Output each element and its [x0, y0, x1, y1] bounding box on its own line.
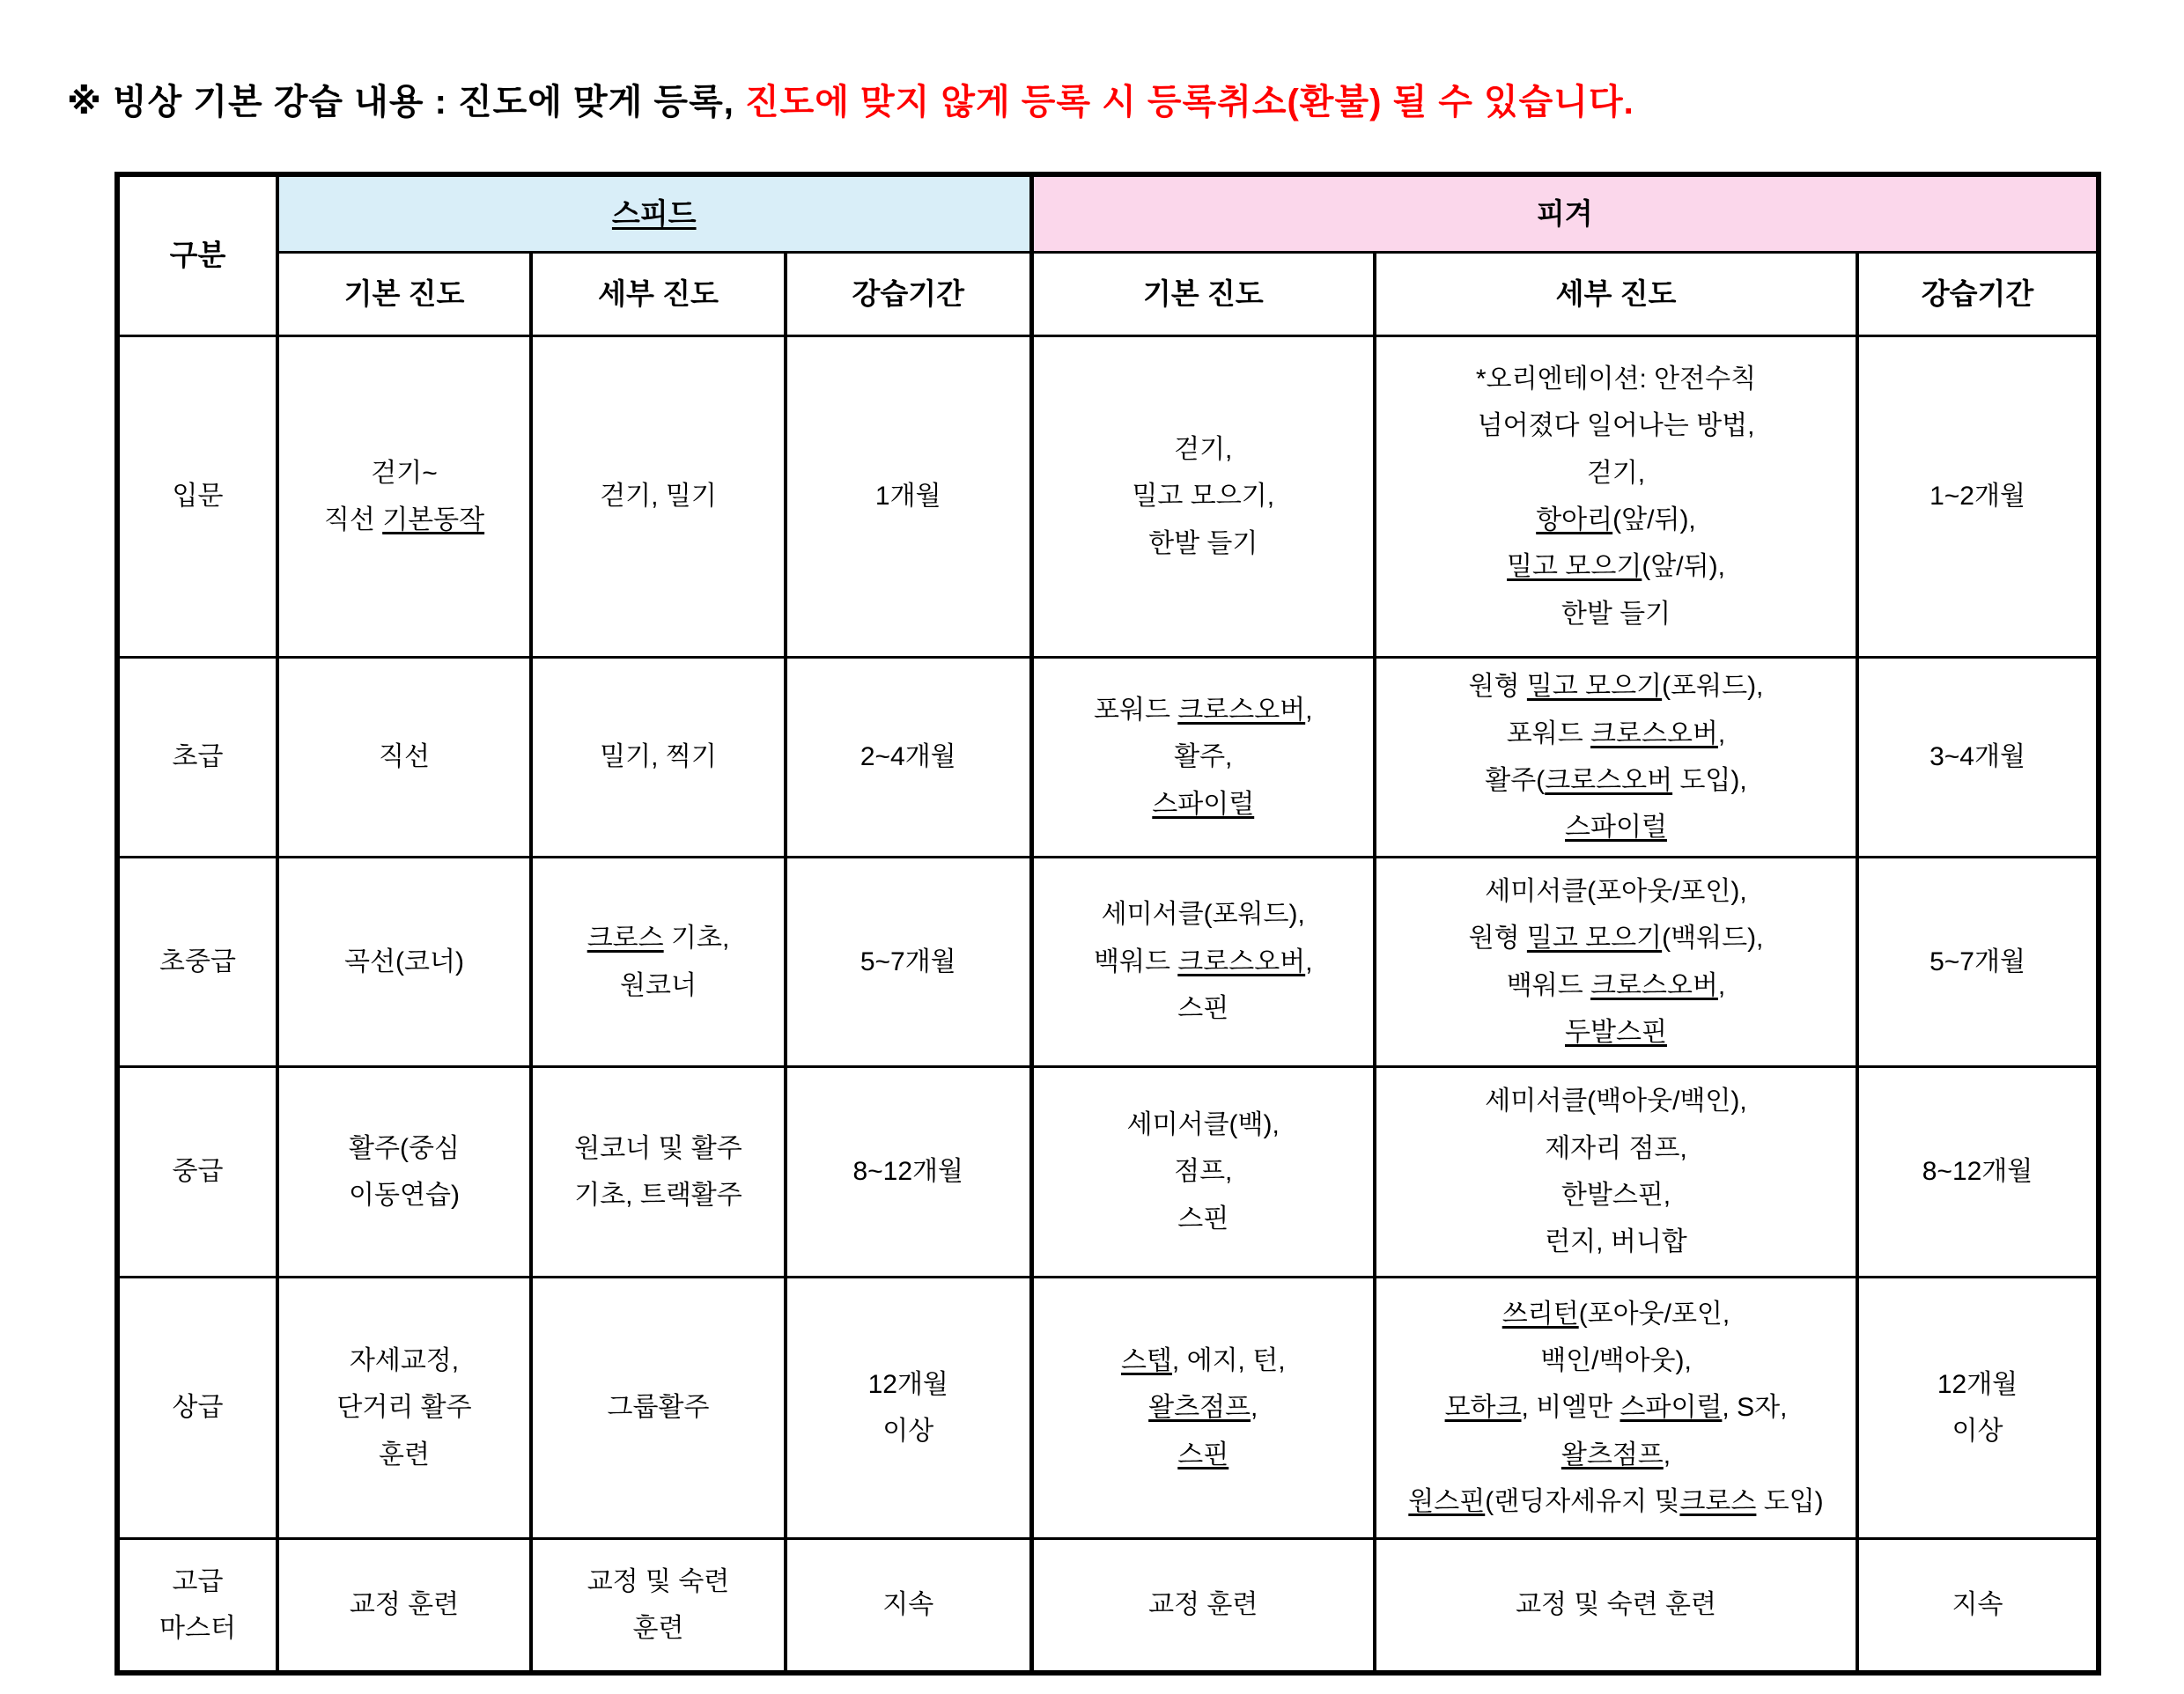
cell-line: 백워드 크로스오버,	[1093, 946, 1313, 976]
cell-line: 걷기, 밀기	[600, 482, 717, 512]
cell-line: 한발 들기	[1148, 528, 1258, 558]
level-cell	[117, 858, 277, 1067]
table-row	[117, 1539, 2099, 1674]
level-cell	[117, 336, 277, 658]
cell-line: 모하크, 비엘만 스파이럴, S자,	[1444, 1393, 1788, 1423]
cell-line: 12개월	[1937, 1369, 2018, 1399]
cell-line: 훈련	[379, 1440, 430, 1469]
cell-line: 12개월	[867, 1369, 948, 1399]
cell-line: 크로스 기초,	[587, 924, 730, 954]
table-row	[117, 1067, 2099, 1278]
note-black-text: ※ 빙상 기본 강습 내용 : 진도에 맞게 등록,	[67, 83, 734, 122]
cell-line: 1~2개월	[1929, 482, 2025, 512]
cell-line: 두발스핀	[1565, 1017, 1667, 1047]
speed-basic-header: 기본 진도	[277, 253, 531, 336]
cell-line: 스텝, 에지, 턴,	[1120, 1345, 1286, 1375]
cell-line: 활주(크로스오버 도입),	[1485, 766, 1747, 795]
speed-period-cell	[786, 658, 1031, 858]
cell-line: 기초, 트랙활주	[574, 1181, 742, 1210]
cell-line: 직선 기본동작	[323, 505, 485, 534]
cell-line: 1개월	[874, 482, 941, 512]
section-header-row	[117, 174, 2099, 253]
cell-line: 스파이럴	[1565, 813, 1667, 843]
level-cell	[117, 1067, 277, 1278]
figure-period-cell	[1857, 336, 2099, 658]
cell-line: 5~7개월	[860, 946, 956, 976]
speed-detail-cell	[531, 336, 786, 658]
cell-line: 자세교정,	[349, 1345, 460, 1375]
speed-period-header: 강습기간	[786, 253, 1031, 336]
speed-detail-cell	[531, 1539, 786, 1674]
speed-basic-cell	[277, 336, 531, 658]
speed-detail-cell	[531, 858, 786, 1067]
speed-detail-cell	[531, 1278, 786, 1539]
figure-period-header: 강습기간	[1857, 253, 2099, 336]
cell-line: 활주(중심	[349, 1133, 460, 1163]
level-cell	[117, 1539, 277, 1674]
table-row	[117, 1278, 2099, 1539]
level-cell	[117, 1278, 277, 1539]
figure-basic-cell	[1031, 1278, 1375, 1539]
speed-period-cell	[786, 1067, 1031, 1278]
speed-basic-cell	[277, 858, 531, 1067]
cell-line: 세미서클(백아웃/백인),	[1485, 1086, 1747, 1116]
cell-line: 밀기, 찍기	[600, 742, 717, 772]
speed-detail-cell	[531, 658, 786, 858]
cell-line: 지속	[882, 1590, 934, 1620]
cell-line: 입문	[172, 482, 224, 512]
level-cell	[117, 658, 277, 858]
cell-line: 2~4개월	[860, 742, 956, 772]
cell-line: 이상	[1952, 1417, 2003, 1446]
figure-detail-header: 세부 진도	[1375, 253, 1857, 336]
cell-line: 고급	[172, 1566, 224, 1596]
figure-basic-cell	[1031, 336, 1375, 658]
cell-line: 이동연습)	[349, 1181, 460, 1210]
cell-line: 스핀	[1177, 994, 1229, 1024]
cell-line: 백워드 크로스오버,	[1506, 970, 1726, 1000]
cell-line: 걷기,	[1586, 458, 1646, 488]
cell-line: 걷기~	[371, 458, 438, 488]
cell-line: 이상	[882, 1417, 934, 1446]
figure-detail-cell	[1375, 336, 1857, 658]
cell-line: 교정 및 숙련	[587, 1566, 730, 1596]
cell-line: *오리엔테이션: 안전수칙	[1475, 364, 1757, 394]
cell-line: 밀고 모으기(앞/뒤),	[1507, 552, 1725, 582]
table-row	[117, 336, 2099, 658]
speed-period-cell	[786, 1278, 1031, 1539]
cell-line: 왈츠점프,	[1148, 1393, 1258, 1423]
figure-period-cell	[1857, 1539, 2099, 1674]
figure-period-cell	[1857, 658, 2099, 858]
figure-basic-header: 기본 진도	[1031, 253, 1375, 336]
speed-detail-cell	[531, 1067, 786, 1278]
cell-line: 런지, 버니합	[1545, 1227, 1687, 1257]
speed-detail-header: 세부 진도	[531, 253, 786, 336]
cell-line: 원코너	[620, 970, 697, 1000]
cell-line: 훈련	[632, 1614, 684, 1643]
cell-line: 쓰리턴(포아웃/포인,	[1502, 1299, 1730, 1329]
speed-period-cell	[786, 858, 1031, 1067]
cell-line: 넘어졌다 일어나는 방법,	[1477, 411, 1755, 441]
speed-basic-cell	[277, 1539, 531, 1674]
cell-line: 상급	[172, 1393, 224, 1423]
cell-line: 포워드 크로스오버,	[1506, 718, 1726, 748]
figure-detail-cell	[1375, 858, 1857, 1067]
cell-line: 세미서클(포아웃/포인),	[1485, 876, 1747, 906]
speed-basic-cell	[277, 658, 531, 858]
speed-basic-cell	[277, 1278, 531, 1539]
cell-line: 3~4개월	[1929, 742, 2025, 772]
cell-line: 초급	[172, 742, 224, 772]
corner-header-cell: 구분	[117, 174, 277, 336]
cell-line: 항아리(앞/뒤),	[1536, 505, 1696, 534]
cell-line: 왈츠점프,	[1561, 1440, 1671, 1469]
cell-line: 초중급	[159, 946, 236, 976]
cell-line: 백인/백아웃),	[1540, 1345, 1692, 1375]
figure-basic-cell	[1031, 858, 1375, 1067]
cell-line: 세미서클(포워드),	[1101, 900, 1305, 930]
cell-line: 5~7개월	[1929, 946, 2025, 976]
speed-period-cell	[786, 1539, 1031, 1674]
figure-detail-cell	[1375, 1278, 1857, 1539]
figure-basic-cell	[1031, 658, 1375, 858]
note-red-text: 진도에 맞지 않게 등록 시 등록취소(환불) 될 수 있습니다.	[744, 83, 1634, 122]
speed-basic-cell	[277, 1067, 531, 1278]
lesson-schedule-table	[114, 172, 2101, 1676]
figure-period-cell	[1857, 1067, 2099, 1278]
cell-line: 걷기,	[1174, 434, 1233, 464]
cell-line: 한발스핀,	[1561, 1181, 1671, 1210]
table-row	[117, 658, 2099, 858]
figure-detail-cell	[1375, 1067, 1857, 1278]
cell-line: 밀고 모으기,	[1132, 482, 1275, 512]
page-note	[67, 74, 2128, 124]
figure-basic-cell	[1031, 1539, 1375, 1674]
cell-line: 중급	[172, 1157, 224, 1187]
cell-line: 교정 훈련	[349, 1590, 460, 1620]
figure-period-cell	[1857, 1278, 2099, 1539]
cell-line: 8~12개월	[1922, 1157, 2033, 1187]
cell-line: 스파이럴	[1152, 789, 1255, 819]
cell-line: 점프,	[1174, 1157, 1233, 1187]
cell-line: 원형 밀고 모으기(포워드),	[1468, 672, 1764, 702]
column-header-row	[117, 253, 2099, 336]
cell-line: 그룹활주	[607, 1393, 710, 1423]
cell-line: 포워드 크로스오버,	[1093, 695, 1313, 725]
cell-line: 세미서클(백),	[1126, 1109, 1280, 1139]
cell-line: 단거리 활주	[336, 1393, 472, 1423]
figure-detail-cell	[1375, 658, 1857, 858]
cell-line: 스핀	[1177, 1204, 1229, 1234]
cell-line: 원스핀(랜딩자세유지 및크로스 도입)	[1408, 1487, 1824, 1517]
cell-line: 원형 밀고 모으기(백워드),	[1468, 924, 1764, 954]
cell-line: 교정 훈련	[1148, 1590, 1258, 1620]
speed-section-header: 스피드	[277, 174, 1031, 253]
cell-line: 제자리 점프,	[1545, 1133, 1687, 1163]
cell-line: 직선	[379, 742, 430, 772]
cell-line: 한발 들기	[1561, 599, 1671, 629]
cell-line: 스핀	[1177, 1440, 1229, 1469]
cell-line: 교정 및 숙련 훈련	[1516, 1590, 1716, 1620]
cell-line: 8~12개월	[852, 1157, 964, 1187]
cell-line: 활주,	[1174, 742, 1233, 772]
speed-period-cell	[786, 336, 1031, 658]
cell-line: 마스터	[159, 1614, 236, 1643]
figure-basic-cell	[1031, 1067, 1375, 1278]
figure-detail-cell	[1375, 1539, 1857, 1674]
cell-line: 원코너 및 활주	[574, 1133, 742, 1163]
cell-line: 지속	[1952, 1590, 2003, 1620]
cell-line: 곡선(코너)	[344, 946, 464, 976]
figure-period-cell	[1857, 858, 2099, 1067]
figure-section-header: 피겨	[1031, 174, 2099, 253]
table-row	[117, 858, 2099, 1067]
